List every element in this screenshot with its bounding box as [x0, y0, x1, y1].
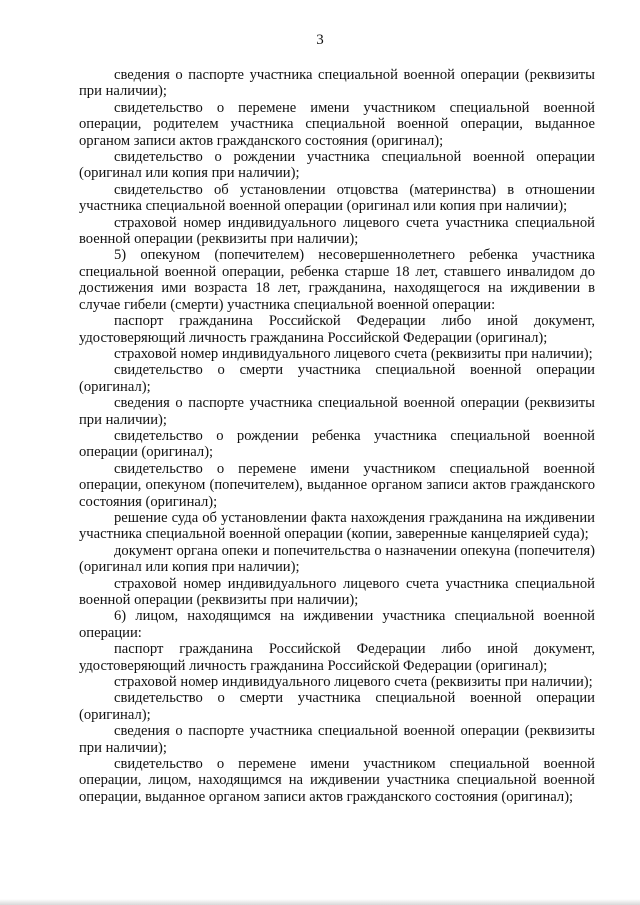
paragraph: страховой номер индивидуального лицевого счета участника специальной военной операции (реквизиты при наличии); — [79, 214, 595, 248]
paragraph: страховой номер индивидуального лицевого счета участника специальной военной операции (реквизиты при наличии); — [79, 575, 595, 608]
paragraph: свидетельство о рождении участника специальной военной операции (оригинал или копия при наличии); — [79, 149, 595, 182]
paragraph: свидетельство о рождении ребенка участника специальной военной операции (оригинал); — [79, 427, 595, 461]
paragraph: паспорт гражданина Российской Федерации либо иной документ, удостоверяющий личность гражданина Российской Федерации (оригинал); — [79, 641, 595, 674]
paragraph: свидетельство о смерти участника специальной военной операции (оригинал); — [79, 362, 595, 395]
paragraph: свидетельство о перемене имени участником специальной военной операции, родителем участника специальной военной операции, выданное органом записи актов гражданского состояния (оригинал); — [79, 99, 595, 149]
list-item-6: 6) лицом, находящимся на иждивении участника специальной военной операции: — [79, 608, 595, 641]
paragraph: сведения о паспорте участника специальной военной операции (реквизиты при наличии); — [79, 395, 595, 428]
paragraph: паспорт гражданина Российской Федерации либо иной документ, удостоверяющий личность гражданина Российской Федерации (оригинал); — [79, 313, 595, 346]
list-item-5: 5) опекуном (попечителем) несовершеннолетнего ребенка участника специальной военной операции, ребенка старше 18 лет, ставшего инвалидом до достижения ими возраста 18 лет, гражданина, находящегося на иждивении в случае гибели (смерти) участника специальной военной операции: — [79, 247, 595, 313]
paragraph: свидетельство об установлении отцовства (материнства) в отношении участника специальной военной операции (оригинал или копия при наличии); — [79, 181, 595, 215]
paragraph: страховой номер индивидуального лицевого счета (реквизиты при наличии); — [114, 345, 593, 362]
paragraph: документ органа опеки и попечительства о назначении опекуна (попечителя) (оригинал или копия при наличии); — [79, 542, 595, 576]
page-bottom-edge — [0, 899, 640, 905]
paragraph: свидетельство о перемене имени участником специальной военной операции, лицом, находящимся на иждивении участника специальной военной операции, выданное органом записи актов гражданского состояния (оригинал); — [79, 756, 595, 805]
paragraph: страховой номер индивидуального лицевого счета (реквизиты при наличии); — [114, 674, 593, 691]
paragraph: решение суда об установлении факта нахождения гражданина на иждивении участника специальной военной операции (копии, заверенные канцелярией суда); — [79, 509, 595, 543]
paragraph: свидетельство о смерти участника специальной военной операции (оригинал); — [79, 690, 595, 723]
document-body — [79, 67, 595, 805]
page-number: 3 — [316, 32, 324, 48]
paragraph: сведения о паспорте участника специальной военной операции (реквизиты при наличии); — [79, 723, 595, 756]
paragraph: свидетельство о перемене имени участником специальной военной операции, опекуном (попечителем), выданное органом записи актов гражданского состояния (оригинал); — [79, 460, 595, 510]
paragraph: сведения о паспорте участника специальной военной операции (реквизиты при наличии); — [79, 67, 595, 100]
